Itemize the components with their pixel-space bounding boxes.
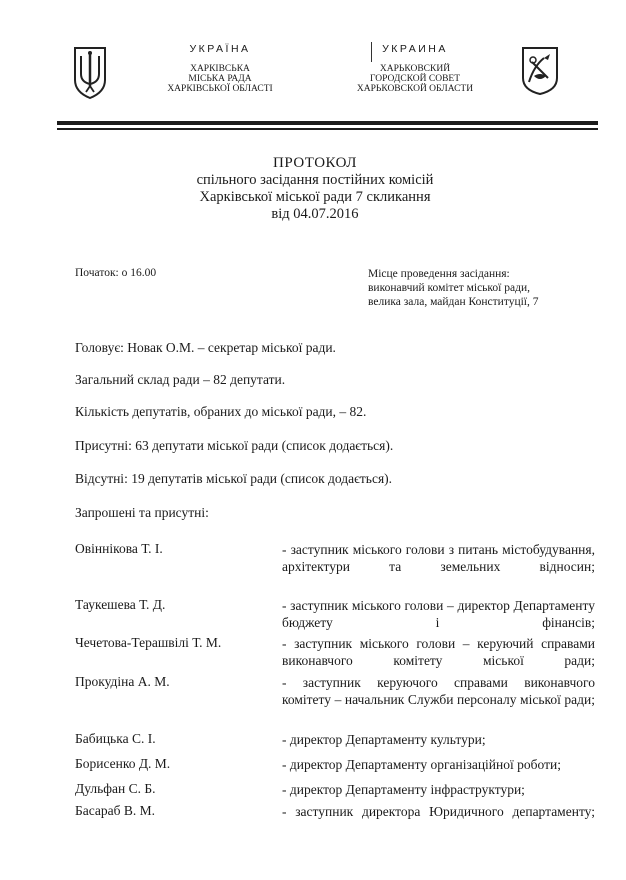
title-line2: спільного засідання постійних комісій [196, 172, 434, 188]
header-rule-thin [57, 128, 598, 130]
invitee-name: Овіннікова Т. І. [75, 541, 163, 556]
invitee-role: - директор Департаменту організаційної роботи; [282, 757, 561, 772]
title-main: ПРОТОКОЛ [273, 155, 357, 171]
total-members-line: Загальний склад ради – 82 депутати. [75, 372, 286, 387]
kharkiv-city-emblem [520, 46, 560, 96]
chairperson-line: Головує: Новак О.М. – секретар міської ради. [75, 340, 336, 355]
header-line2-ru: ГОРОДСКОЙ СОВЕТ [369, 74, 461, 84]
header-line2-ua: МІСЬКА РАДА [188, 74, 252, 84]
header-russian [350, 44, 480, 94]
header-rule-thick [57, 121, 598, 125]
invitee-name: Борисенко Д. М. [75, 756, 171, 771]
header-line3-ua: ХАРКІВСЬКОЇ ОБЛАСТІ [167, 84, 273, 94]
absent-members-line: Відсутні: 19 депутатів міської ради (список додається). [75, 471, 393, 486]
invitee-role: - директор Департаменту культури; [282, 732, 486, 747]
invitee-name: Басараб В. М. [75, 803, 156, 818]
present-members-line: Присутні: 63 депутати міської ради (список додається). [75, 438, 394, 453]
invitee-name: Чечетова-Терашвілі Т. М. [75, 635, 222, 650]
invited-heading: Запрошені та присутні: [75, 505, 209, 520]
meeting-place-line2: виконавчий комітет міської ради, [368, 282, 530, 294]
invitee-name: Бабицька С. І. [75, 731, 156, 746]
header-line3-ru: ХАРЬКОВСКОЙ ОБЛАСТИ [356, 84, 474, 94]
title-date: від 04.07.2016 [271, 206, 359, 222]
meeting-place [368, 267, 588, 309]
elected-members-line: Кількість депутатів, обраних до міської ради, – 82. [75, 404, 367, 419]
meeting-place-line1: Місце проведення засідання: [368, 268, 510, 280]
invitee-name: Таукешева Т. Д. [75, 597, 166, 612]
invitee-name: Дульфан С. Б. [75, 781, 156, 796]
invitee-name: Прокудіна А. М. [75, 674, 170, 689]
meeting-place-line3: велика зала, майдан Конституції, 7 [368, 296, 539, 308]
header-line1-ru: ХАРЬКОВСКИЙ [379, 64, 451, 74]
ukraine-trident-emblem [72, 46, 108, 100]
header-ukrainian [150, 44, 290, 94]
invitee-role: - заступник міського голови з питань містобудування, архітектури та земельних відносин; [282, 542, 595, 574]
invitee-role: - заступник міського голови – директор Департаменту бюджету і фінансів; [282, 598, 595, 630]
invitee-role: - директор Департаменту інфраструктури; [282, 782, 525, 797]
meeting-start-time: Початок: о 16.00 [75, 267, 157, 279]
header-country-ru: УКРАИНА [382, 43, 448, 55]
invitee-role: - заступник керуючого справами виконавчого комітету – начальник Служби персоналу міської ради; [282, 675, 595, 707]
invitee-role: - заступник директора Юридичного департаменту; [282, 804, 595, 819]
title-line3: Харківської міської ради 7 скликання [199, 189, 431, 205]
invitee-role: - заступник міського голови – керуючий справами виконавчого комітету міської ради; [282, 636, 595, 668]
document-title [150, 155, 480, 223]
header-line1-ua: ХАРКІВСЬКА [190, 64, 250, 74]
header-country-ua: УКРАЇНА [189, 43, 251, 55]
